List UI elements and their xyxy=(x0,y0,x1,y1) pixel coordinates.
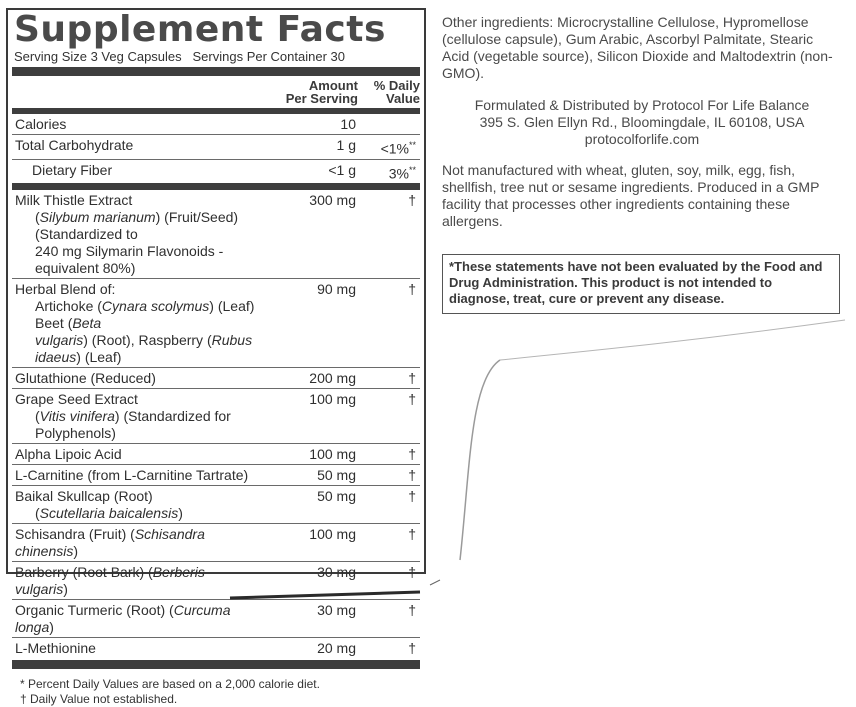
col-dv-line1: % Daily xyxy=(373,78,420,93)
ingredient-row-herbal-blend: Herbal Blend of: Artichoke (Cynara scolymus) (Leaf) Beet (Beta vulgaris) (Root), Raspberry (Rubus idaeus) (Leaf) 90 mg † xyxy=(12,278,420,367)
ingredient-row-l-carnitine: L-Carnitine (from L-Carnitine Tartrate) 50 mg † xyxy=(12,464,420,485)
distributor-info xyxy=(442,97,842,148)
thick-divider xyxy=(12,660,420,669)
nutrient-row-calories: Calories 10 xyxy=(15,116,356,132)
distributor-line1: Formulated & Distributed by Protocol For Life Balance xyxy=(474,97,810,113)
thick-divider xyxy=(12,67,420,76)
footnotes xyxy=(12,669,420,707)
other-ingredients: Other ingredients: Microcrystalline Cellulose, Hypromellose (cellulose capsule), Gum Arabic, Ascorbyl Palmitate, Stearic Acid (vegetable source), Silicon Dioxide and Maltodextrin (non-GMO). xyxy=(442,14,833,81)
ingredient-row-turmeric: Organic Turmeric (Root) (Curcuma longa) 30 mg † xyxy=(12,599,420,637)
ingredient-row-milk-thistle: Milk Thistle Extract (Silybum marianum) (Fruit/Seed) (Standardized to 240 mg Silymarin Flavonoids - equivalent 80%) 300 mg † xyxy=(15,192,416,277)
col-dv-line2: Value xyxy=(386,91,420,106)
ingredient-row-baikal-skullcap: Baikal Skullcap (Root) (Scutellaria baicalensis) 50 mg † xyxy=(12,485,420,523)
fda-disclaimer-box: *These statements have not been evaluated by the Food and Drug Administration. This product is not intended to diagnose, treat, cure or prevent any disease. xyxy=(442,254,840,314)
footnote-dagger: † Daily Value not established. xyxy=(20,692,178,707)
ingredient-row-grape-seed: Grape Seed Extract (Vitis vinifera) (Standardized for Polyphenols) 100 mg † xyxy=(12,388,420,443)
supplement-facts-panel xyxy=(6,8,426,707)
ingredient-row-glutathione: Glutathione (Reduced) 200 mg † xyxy=(12,367,420,388)
ingredient-row-methionine: L-Methionine 20 mg † xyxy=(12,637,420,658)
column-headers xyxy=(12,76,420,108)
ingredient-row-schisandra: Schisandra (Fruit) (Schisandra chinensis) 100 mg † xyxy=(12,523,420,561)
medium-divider xyxy=(12,183,420,190)
serving-size: Serving Size 3 Veg Capsules xyxy=(14,49,182,64)
col-amount-line1: Amount xyxy=(308,78,358,93)
allergen-statement: Not manufactured with wheat, gluten, soy, milk, egg, fish, shellfish, tree nut or sesame ingredients. Produced in a GMP facility that processes other ingredients containing these allergens. xyxy=(442,162,820,229)
panel-title: Supplement Facts xyxy=(14,9,386,50)
col-amount-line2: Per Serving xyxy=(285,91,358,106)
ingredient-row-alpha-lipoic-acid: Alpha Lipoic Acid 100 mg † xyxy=(12,443,420,464)
serving-info xyxy=(12,49,420,64)
nutrient-row-carbohydrate: Total Carbohydrate 1 g <1%** xyxy=(12,134,420,159)
distributor-website: protocolforlife.com xyxy=(584,131,700,147)
label-right-column xyxy=(442,14,842,314)
distributor-address: 395 S. Glen Ellyn Rd., Bloomingdale, IL 60108, USA xyxy=(479,114,805,130)
nutrient-row-fiber: Dietary Fiber <1 g 3%** xyxy=(12,159,420,184)
ingredient-row-barberry: Barberry (Root Bark) (Berberis vulgaris) 30 mg † xyxy=(12,561,420,599)
footnote-daily-values: * Percent Daily Values are based on a 2,000 calorie diet. xyxy=(20,677,320,692)
servings-per-container: Servings Per Container 30 xyxy=(192,49,345,64)
